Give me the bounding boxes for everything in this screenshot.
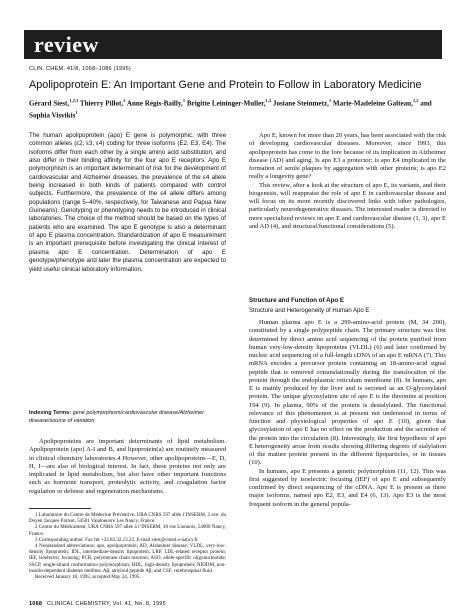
subsection-heading: Structure and Heterogeneity of Human Apo E	[249, 308, 370, 314]
author-name: Gérard Siest,	[29, 99, 70, 108]
indexing-terms-label: Indexing Terms:	[29, 410, 72, 416]
author-affiliation-marker: 1	[328, 98, 332, 103]
journal-citation: CLIN. CHEM. 41/8, 1068–1086 (1995)	[29, 66, 131, 72]
author-name: Marie-Madeleine Galteau,	[331, 99, 413, 108]
footnotes	[29, 512, 226, 580]
page-footer	[29, 601, 166, 607]
article-title: Apolipoprotein E: An Important Gene and Protein to Follow in Laboratory Medicine	[29, 79, 422, 91]
footer-journal: CLINICAL CHEMISTRY, Vol. 41, No. 8, 1995	[47, 601, 166, 607]
right-column-intro	[249, 132, 446, 231]
author-name: Anne Régis-Bailly,	[125, 99, 183, 108]
section-heading: Structure and Function of Apo E	[249, 297, 344, 304]
author-name: Brigitte Leininger-Muller,	[185, 99, 266, 108]
author-affiliation-marker: 1,2,3	[69, 98, 79, 103]
paragraph-polymorphism: In humans, apo E presents a genetic polymorphism (11, 12). This was first suggested by isoelectric focusing (IEF) of apo E and subsequently confirmed by direct sequencing of the cDNA. Apo E is present as three major isoforms, named apo E2, E3, and E4 (6, 13). Apo E3 is the most frequent isoform in the general popula-	[249, 467, 446, 508]
author-affiliation-marker: 1	[182, 98, 186, 103]
author-name: Josiane Steinmetz,	[271, 99, 329, 108]
paragraph-apo-e-history: Apo E, known for more than 20 years, has been associated with the risk of developing cardiovascular diseases. Moreover, since 1993, this apolipoprotein has come to the fore because of its implication in Alzheimer disease (AD) and aging. Is apo E3 a protector; is apo E4 implicated in the formation of senile plaques by aggregation with other proteins; is apo E2 really a longevity gene?	[249, 132, 446, 181]
intro-paragraph	[29, 438, 226, 496]
footnote-1: 1 Laboratoire du Centre de Médecine Préventive, URA CNRS 597 allée l’INSERM, 2 ave. du Doyen Jacques Parisot, 54501 Vandoeuvre Les Nancy, France.	[29, 512, 226, 525]
indexing-terms-text: gene polymorphism/cardiovascular disease/Alzheimer disease/source of variation	[29, 410, 205, 424]
footnote-3: 3 Corresponding author. Fax Int +33.83.32.13.22. E-mail siest@cmed.u-nancy.fr.	[35, 536, 199, 543]
author-list	[29, 96, 439, 121]
author-affiliation-marker: 1,2	[412, 98, 419, 103]
paragraph-structure: Human plasma apo E is a 299-amino-acid protein (M, 34 200), constituted by a single polypeptide chain. The primary structure was first determined by direct amino acid sequencing of the protein purified from human very-low-density lipoproteins (VLDL) (6) and later confirmed by nucleic acid sequencing of a full-length cDNA of an apo E mRNA (7). This mRNA encodes a precursor protein containing an 18-amino-acid signal peptide that is removed cotranslationally during the translocation of the protein through the endoplasmic reticulum membrane (8). In humans, apo E is mainly produced by the liver and is secreted as an O-glycosylated protein. The unique glycosylation site of apo E is the threonine at position 194 (9). In plasma, 90% of the protein is desialylated. The functional relevance of this phenomenon is at present not understood in terms of function and physiological properties of apo E (10), given that glycosylation of apo E has no effect on the production and the secretion of the protein into the circulation (8). Interestingly, the first hypothesis of apo E heterogeneity arose from results showing differing degrees of sialylation of the mature protein present in the different lipoparticles, or in tissues (10).	[249, 319, 446, 467]
received-dates: Received January 18, 1995; accepted May 24, 1995.	[35, 574, 141, 581]
paragraph-review-scope: This review, after a look at the structure of apo E, its variants, and their biogenesis, will reappraise the role of apo E in cardiovascular disease and will focus on its more recently discovered links with other pathologies, particularly neurodegenerative diseases. The interested reader is directed to more specialized reviews on apo E and cardiovascular disease (1, 3), apo E and AD (4), and structural/functional considerations (5).	[249, 181, 446, 230]
page-number: 1068	[29, 601, 43, 607]
author-affiliation-marker: 1	[75, 110, 78, 116]
footnote-2: 2 Centre du Médicament, URA CNRS 597 allée à l’INSERM, 30 rue Lionnois, 54000 Nancy, France.	[29, 524, 226, 537]
author-affiliation-marker: 2	[123, 98, 126, 103]
review-banner	[24, 30, 442, 59]
intro-text: Apolipoproteins are important determinants of lipid metabolism. Apolipoprotein (apo) A-I and B, and lipoprotein(a) are routinely measured in clinical chemistry laboratories.4 However, other apolipoproteins—E, D, H, J—are also of biological interest. In fact, these proteins not only are implicated in lipid metabolism, but also have other important functions such as hormone transport, proteolytic activity, and coagulation factor regulation or defense and regeneration mechanisms.	[29, 438, 226, 495]
footnote-4: 4 Nonstandard abbreviations: apo, apolipoprotein; AD, Alzheimer disease; VLDL, very-low-density lipoprotein; IDL, intermediate-density lipoprotein; LRP, LDL-related receptor protein; IEF, isoelectric focusing; PCR, polymerase chain reaction; ASO, allele-specific oligonucleotide; SSCP, single-strand conformation polymorphism; HDL, high-density lipoprotein; NIDDM, non-insulin-dependent diabetes mellitus; Aβ, amyloid peptide Aβ; and CSF, cerebrospinal fluid.	[29, 543, 226, 574]
banner-label: review	[34, 32, 99, 57]
structure-section-body	[249, 319, 446, 509]
author-affiliation-marker: 1,2	[265, 98, 272, 103]
footnote-divider	[29, 508, 91, 509]
indexing-terms	[29, 409, 226, 425]
abstract: The human apolipoprotein (apo) E gene is polymorphic, with three common alleles (ε2, ε3, ε4) coding for three isoforms (E2, E3, E4). The isoforms differ from each other by a single amino acid substitution, and also differ in their binding affinity for the four apo E receptors. Apo E polymorphism is an important determinant of risk for the development of cardiovascular and Alzheimer diseases, the prevalence of the ε4 allele being increased in both kinds of patients compared with control subjects. Furthermore, the prevalence of the ε4 allele differs among populations (range 5–40%, respectively, for Taiwanese and Papua New Guineans). Genotyping or phenotyping needs to be introduced in clinical laboratories. The choice of the method should be based on the types of patients who are examined. The apo E genotype is also a determinant of apo E plasma concentration. Standardization of apo E measurement is an important prerequisite before investigating the clinical interest of plasma apo E concentration. Determination of apo E genotype/phenotype and later the plasma concentration are expected to yield useful clinical laboratory information.	[29, 132, 226, 273]
author-name: and Sophia Visvikis	[29, 99, 432, 120]
author-name: Thierry Pillot,	[78, 99, 124, 108]
